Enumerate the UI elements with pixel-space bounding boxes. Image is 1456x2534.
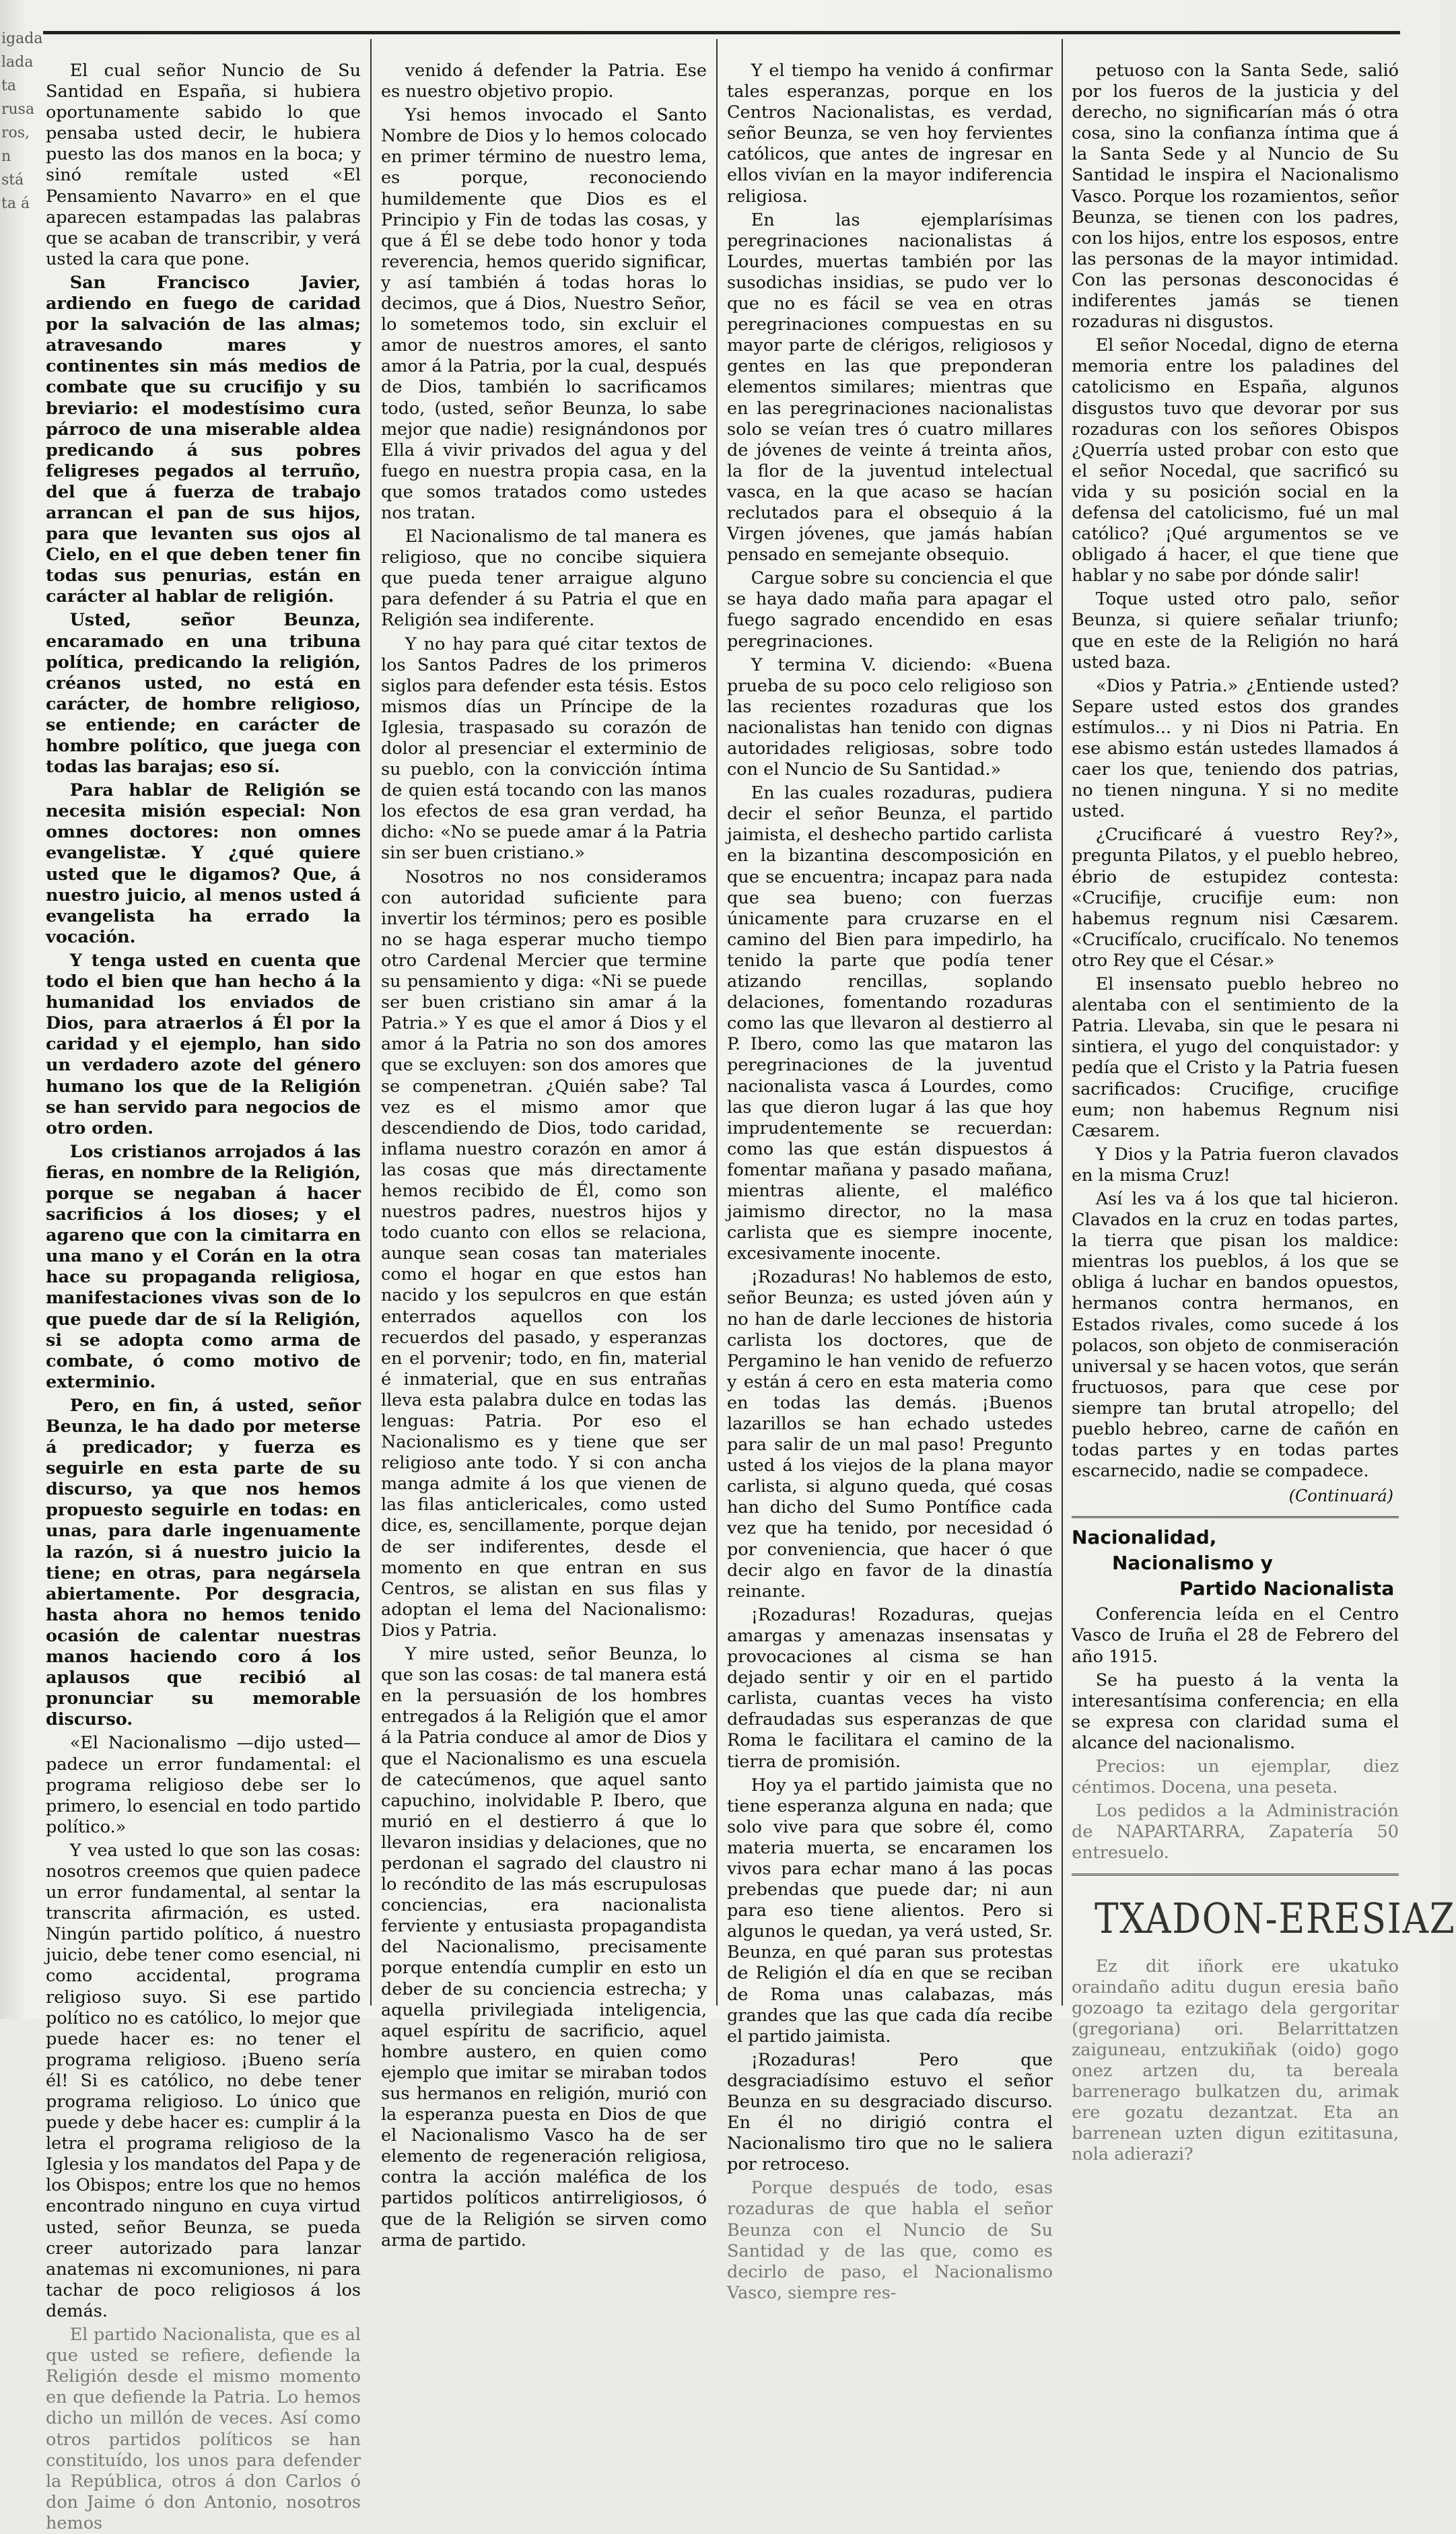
top-rule bbox=[43, 31, 1400, 34]
paragraph: Ysi hemos invocado el Santo Nombre de Dios y lo hemos colocado en primer término de nuestro lema, es porque, reconociendo humildemente que Dios es el Principio y Fin de todas las cosas, y que á Él se debe todo honor y toda reverencia, hemos querido significar, y así también á todas horas lo decimos, que á Dios, Nuestro Señor, lo sometemos todo, sin excluir el amor de nuestros amores, el santo amor á la Patria, por la cual, después de Dios, también lo sacrificamos todo, (usted, señor Beunza, lo sabe mejor que nadie) resignándonos por Ella á vivir privados del agua y del fuego en nuestra propia casa, en la que somos tratados como ustedes nos tratan. bbox=[381, 105, 707, 523]
column-divider bbox=[370, 39, 372, 2006]
ad-title-line-2: Nacionalismo y bbox=[1112, 1552, 1273, 1575]
paragraph: El insensato pueblo hebreo no alentaba con el sentimiento de la Patria. Llevaba, sin que le pesara ni sintiera, el yugo del conquistador: y pedía que el Cristo y la Patria fuesen sacrificados: Crucifige, crucifige eum; non habemus Regnum nisi Cæsarem. bbox=[1072, 974, 1399, 1141]
ad-paragraph: Precios: un ejemplar, diez céntimos. Docena, una peseta. bbox=[1072, 1756, 1399, 1798]
paragraph: Y termina V. diciendo: «Buena prueba de su poco celo religioso son las recientes rozaduras que los nacionalistas han tenido con dignas autoridades religiosas, sobre todo con el Nuncio de Su Santidad.» bbox=[727, 654, 1053, 780]
margin-fragment: igada bbox=[1, 30, 43, 47]
paragraph: Y vea usted lo que son las cosas: nosotros creemos que quien padece un error fundamental, al sentar la transcrita afirmación, es usted. Ningún partido político, á nuestro juicio, debe tener como esencial, ni como accidental, programa religioso suyo. Si ese partido político no es católico, lo mejor que puede hacer es: no tener el programa religioso. ¡Bueno sería él! Si es católico, no debe tener programa religioso. Lo único que puede y debe hacer es: cumplir á la letra el programa religioso de la Iglesia y los mandatos del Papa y de los Obispos; entre los que no hemos encontrado ninguno en cuya virtud usted, señor Beunza, se pueda creer autorizado para lanzar anatemas ni excomuniones, ni para tachar de poco religiosos á los demás. bbox=[46, 1840, 361, 2321]
paragraph: Nosotros no nos consideramos con autoridad suficiente para invertir los términos; pero es posible no se haga esperar mucho tiempo otro Cardenal Mercier que termine su pensamiento y diga: «Ni se puede ser buen cristiano sin amar á la Patria.» Y es que el amor á Dios y el amor á la Patria no son dos amores que se excluyen: son dos amores que se compenetran. ¿Quién sabe? Tal vez es el mismo amor que descendiendo de Dios, todo caridad, inflama nuestro corazón en amor á las cosas que más directamente hemos recibido de Él, como son nuestros padres, nuestros hijos y todo cuanto con ellos se relaciona, aunque sean cosas tan materiales como el hogar en que estos han nacido y los sepulcros en que están enterrados aquellos con los recuerdos del pasado, y esperanzas en el porvenir; todo, en fin, material é inmaterial, que en sus entrañas lleva esta palabra dulce en todas las lenguas: Patria. Por eso el Nacionalismo es y tiene que ser religioso ante todo. Y si con ancha manga admite á los que vienen de las filas anticlericales, como usted dice, es, sencillamente, porque dejan de ser indiferentes, desde el momento en que entran en sus Centros, se alistan en sus filas y adoptan el lema del Nacionalismo: Dios y Patria. bbox=[381, 866, 707, 1641]
article-column-4 bbox=[1072, 61, 1456, 2165]
paragraph: ¡Rozaduras! Pero que desgraciadísimo estuvo el señor Beunza en su desgraciado discurso. En él no dirigió contra el Nacionalismo tiro que no le saliera por retroceso. bbox=[727, 2049, 1053, 2175]
paragraph: Porque después de todo, esas rozaduras de que habla el señor Beunza con el Nuncio de Su Santidad y de las que, como es decirlo de paso, el Nacionalismo Vasco, siempre res- bbox=[727, 2178, 1053, 2303]
ad-paragraph: Los pedidos a la Administración de NAPARTARRA, Zapatería 50 entresuelo. bbox=[1072, 1801, 1399, 1863]
ad-paragraph: Conferencia leída en el Centro Vasco de Iruña el 28 de Febrero del año 1915. bbox=[1072, 1604, 1399, 1667]
margin-fragment: lada bbox=[1, 54, 34, 71]
paragraph: «El Nacionalismo —dijo usted— padece un error fundamental: el programa religioso debe ser lo primero, lo esencial en todo partido político.» bbox=[46, 1733, 361, 1837]
paragraph: Toque usted otro palo, señor Beunza, si quiere señalar triunfo; que en este de la Religión no hará usted baza. bbox=[1072, 589, 1399, 673]
ad-title-line-1: Nacionalidad, bbox=[1072, 1526, 1217, 1549]
article-column-3 bbox=[727, 61, 1053, 2303]
paragraph: Y tenga usted en cuenta que todo el bien que han hecho á la humanidad los enviados de Dios, para atraerlos á Él por la caridad y el ejemplo, han sido un verdadero azote del género humano los que de la Religión se han servido para negocios de otro orden. bbox=[46, 950, 361, 1138]
paragraph: Hoy ya el partido jaimista que no tiene esperanza alguna en nada; que solo vive para que sobre él, como materia muerta, se encaramen los vivos para echar mano á las pocas prebendas que puede dar; ni aun para eso tiene alientos. Pero si algunos le quedan, ya verá usted, Sr. Beunza, en qué paran sus protestas de Religión el día en que se reciban de Roma unas calabazas, más grandes que las que cada día recibe el partido jaimista. bbox=[727, 1775, 1053, 2047]
paragraph: En las cuales rozaduras, pudiera decir el señor Beunza, el partido jaimista, el deshecho partido carlista en la bizantina descomposición en que se encuentra; incapaz para nada que sea bueno; con fuerzas únicamente para cruzarse en el camino del Bien para impedirlo, ha tenido la parte que podía tener atizando rencillas, soplando delaciones, fomentando rozaduras como las que llevaron al destierro al P. Ibero, como las que mataron las peregrinaciones de la juventud nacionalista vasca á Lourdes, como las que dieron lugar á las que hoy imprudentemente se recuerdan: como las que están dispuestos á fomentar mañana y pasado mañana, mientras aliente, el maléfico jaimismo director, no la masa carlista que es siempre inocente, excesivamente inocente. bbox=[727, 783, 1053, 1264]
paragraph: Y el tiempo ha venido á confirmar tales esperanzas, porque en los Centros Nacionalistas, es verdad, señor Beunza, se ven hoy fervientes católicos, que antes de ingresar en ellos vivían en la mayor indiferencia religiosa. bbox=[727, 61, 1053, 207]
paragraph: venido á defender la Patria. Ese es nuestro objetivo propio. bbox=[381, 61, 707, 102]
paragraph: «Dios y Patria.» ¿Entiende usted? Separe usted estos dos grandes estímulos... y ni Dios ni Patria. En ese abismo están ustedes llamados á caer los que, teniendo dos patrias, no tienen ninguna. Y si no medite usted. bbox=[1072, 675, 1399, 822]
paragraph: ¡Rozaduras! No hablemos de esto, señor Beunza; es usted jóven aún y no han de darle lecciones de historia carlista los doctores, que de Pergamino le han venido de refuerzo y están á cero en esta materia como en todas las demás. ¡Buenos lazarillos se han echado ustedes para salir de un mal paso! Pregunto usted á los viejos de la plana mayor carlista, si alguno queda, qué cosas han dicho del Sumo Pontífice cada vez que ha tenido, por necesidad ó por conveniencia, que hacer ó que decir algo en favor de la dinastía reinante. bbox=[727, 1267, 1053, 1602]
margin-fragment: ta á bbox=[1, 195, 30, 212]
paragraph: Y Dios y la Patria fueron clavados en la misma Cruz! bbox=[1072, 1144, 1399, 1186]
section-banner: TXADON-ERESIAZ bbox=[1095, 1893, 1456, 1943]
paragraph: Para hablar de Religión se necesita misión especial: Non omnes doctores: non omnes evangelistæ. Y ¿qué quiere usted que le digamos? Que, á nuestro juicio, al menos usted á evangelista ha errado la vocación. bbox=[46, 780, 361, 947]
paragraph: petuoso con la Santa Sede, salió por los fueros de la justicia y del derecho, no significarían más ó otra cosa, sino la confianza íntima que á la Santa Sede y al Nuncio de Su Santidad le inspira el Nacionalismo Vasco. Porque los rozamientos, señor Beunza, se tienen con los padres, con los hijos, entre los esposos, entre las personas de la mayor intimidad. Con las personas desconocidas é indiferentes jamás se tienen rozaduras ni disgustos. bbox=[1072, 61, 1399, 333]
margin-fragment: rusa bbox=[1, 101, 35, 118]
paragraph: Así les va á los que tal hicieron. Clavados en la cruz en todas partes, la tierra que pisan los maldice: mientras los pueblos, á los que se obliga á luchar en bandos opuestos, hermanos contra hermanos, en Estados rivales, como sucede á los polacos, son objeto de conmiseración universal y se hacen votos, que serán fructuosos, para que cese por siempre tan brutal atropello; del pueblo hebreo, carne de cañón en todas partes y en todas partes escarnecido, nadie se compadece. bbox=[1072, 1188, 1399, 1482]
ad-title-line-3: Partido Nacionalista bbox=[1179, 1577, 1395, 1600]
paragraph: Cargue sobre su conciencia el que se haya dado maña para apagar el fuego sagrado encendido en esas peregrinaciones. bbox=[727, 568, 1053, 652]
article-column-1 bbox=[46, 61, 361, 2533]
paragraph: En las ejemplarísimas peregrinaciones nacionalistas á Lourdes, muertas también por las susodichas insidias, se pudo ver lo que no es fácil se vea en otras peregrinaciones compuestas en su mayor parte de clérigos, religiosos y gentes en las que preponderan elementos similares; mientras que en las peregrinaciones nacionalistas solo se veían tres ó cuatro millares de jóvenes de veinte á treinta años, la flor de la juventud intelectual vasca, en la que acaso se hacían reclutados para el obsequio á la Virgen jóvenes, que jamás habían pensado en semejante obsequio. bbox=[727, 209, 1053, 566]
paragraph: San Francisco Javier, ardiendo en fuego de caridad por la salvación de las almas; atravesando mares y continentes sin más medios de combate que su crucifijo y su breviario: el modestísimo cura párroco de una miserable aldea predicando á sus pobres feligreses pegados al terruño, del que á fuerza de trabajo arrancan el pan de sus hijos, para que levanten sus ojos al Cielo, en el que deben tener fin todas sus penurias, están en carácter al hablar de religión. bbox=[46, 272, 361, 607]
article-column-2 bbox=[381, 61, 707, 2251]
section-divider bbox=[1072, 1874, 1399, 1876]
margin-fragment: n bbox=[1, 148, 11, 165]
column-divider bbox=[1062, 39, 1063, 2006]
paragraph: El partido Nacionalista, que es al que usted se refiere, defiende la Religión desde el mismo momento en que defiende la Patria. Lo hemos dicho un millón de veces. Así como otros partidos políticos se han constituído, los unos para defender la República, otros á don Carlos ó don Jaime ó don Antonio, nosotros hemos bbox=[46, 2325, 361, 2533]
paragraph: Y mire usted, señor Beunza, lo que son las cosas: de tal manera está en la persuasión de los hombres entregados á la Religión que el amor á la Patria conduce al amor de Dios y que el Nacionalismo es una escuela de catecúmenos, que aquel santo capuchino, inolvidable P. Ibero, que murió en el destierro á que lo llevaron insidias y delaciones, que no perdonan el sagrado del claustro ni lo recóndito de las más escrupulosas conciencias, era nacionalista ferviente y entusiasta propagandista del Nacionalismo, precisamente porque entendía cumplir en esto un deber de su conciencia estrecha; y aquella privilegiada inteligencia, aquel espíritu de sacrificio, aquel hombre austero, en quien como ejemplo que imitar se miraban todos sus hermanos en religión, murió con la esperanza puesta en Dios de que el Nacionalismo Vasco ha de ser elemento de regeneración religiosa, contra la acción maléfica de los partidos políticos antirreligiosos, ó que de la Religión se sirven como arma de partido. bbox=[381, 1644, 707, 2251]
margin-fragment: ta bbox=[1, 77, 16, 94]
paragraph: ¡Rozaduras! Rozaduras, quejas amargas y amenazas insensatas y provocaciones al cisma se han dejado sentir y oir en el partido carlista, cuantas veces ha visto defraudadas sus esperanzas de que Roma le facilitara el camino de la tierra de promisión. bbox=[727, 1604, 1053, 1772]
paragraph: Usted, señor Beunza, encaramado en una tribuna política, predicando la religión, créanos usted, no está en carácter, de hombre religioso, se entiende; en carácter de hombre político, que juega con todas las barajas; eso sí. bbox=[46, 610, 361, 778]
paragraph: El cual señor Nuncio de Su Santidad en España, si hubiera oportunamente sabido lo que pensaba usted decir, le hubiera puesto las dos manos en la boca; y sinó remítale usted «El Pensamiento Navarro» en el que aparecen estampadas las palabras que se acaban de transcribir, y verá usted la cara que pone. bbox=[46, 61, 361, 269]
paragraph: El Nacionalismo de tal manera es religioso, que no concibe siquiera que pueda tener arraigue alguno para defender á su Patria el que en Religión sea indiferente. bbox=[381, 526, 707, 631]
section-divider bbox=[1072, 1516, 1399, 1518]
adjacent-page-margin bbox=[1, 27, 43, 1992]
column-divider bbox=[716, 39, 718, 2006]
ad-paragraph: Se ha puesto á la venta la interesantísima conferencia; en ella se expresa con claridad suma el alcance del nacionalismo. bbox=[1072, 1670, 1399, 1753]
continued-label: (Continuará) bbox=[1288, 1486, 1393, 1506]
margin-fragment: stá bbox=[1, 172, 24, 189]
paragraph: Y no hay para qué citar textos de los Santos Padres de los primeros siglos para defender esta tésis. Estos mismos días un Príncipe de la Iglesia, traspasado su corazón de dolor al presenciar el exterminio de su pueblo, con la convicción íntima de quien está tocando con las manos los efectos de esa gran verdad, ha dicho: «No se puede amar á la Patria sin ser buen cristiano.» bbox=[381, 634, 707, 864]
margin-fragment: ros, bbox=[1, 125, 30, 141]
paragraph: ¿Crucificaré á vuestro Rey?», pregunta Pilatos, y el pueblo hebreo, ébrio de estupidez contesta: «Crucifije, crucifije eum: non habemus regnum nisi Cæsarem. «Crucifícalo, crucifícalo. No tenemos otro Rey que el César.» bbox=[1072, 825, 1399, 971]
paragraph: Ez dit iñork ere ukatuko oraindaño aditu dugun eresia baño gozoago ta ezitago dela gergoritar (gregoriana) ori. Belarrittatzen zaiguneau, entzukiñak (oido) gogo onez artzen du, ta bereala barrenerago bulkatzen du, arimak ere gozatu dezantzat. Eta an barrenean uzten digun ezititasuna, nola adierazi? bbox=[1072, 1956, 1399, 2165]
paragraph: Pero, en fin, á usted, señor Beunza, le ha dado por meterse á predicador; y fuerza es seguirle en esta parte de su discurso, ya que nos hemos propuesto seguirle en todas: en unas, para darle ingenuamente la razón, si á nuestro juicio la tiene; en otras, para negársela abiertamente. Por desgracia, hasta ahora no hemos tenido ocasión de calentar nuestras manos haciendo coro á los aplausos que recibió al pronunciar su memorable discurso. bbox=[46, 1395, 361, 1730]
paragraph: El señor Nocedal, digno de eterna memoria entre los paladines del catolicismo en España, algunos disgustos tuvo que devorar por sus rozaduras con los señores Obispos ¿Querría usted probar con esto que el señor Nocedal, que sacrificó su vida y su posición social en la defensa del catolicismo, fué un mal católico? ¡Qué argumentos se ve obligado á hacer, el que tiene que hablar y no sabe por dónde salir! bbox=[1072, 335, 1399, 586]
paragraph: Los cristianos arrojados á las fieras, en nombre de la Religión, porque se negaban á hacer sacrificios á los dioses; y el agareno que con la cimitarra en una mano y el Corán en la otra hace su propaganda religiosa, manifestaciones vivas son de lo que puede dar de sí la Religión, si se adopta como arma de combate, ó como motivo de exterminio. bbox=[46, 1141, 361, 1392]
